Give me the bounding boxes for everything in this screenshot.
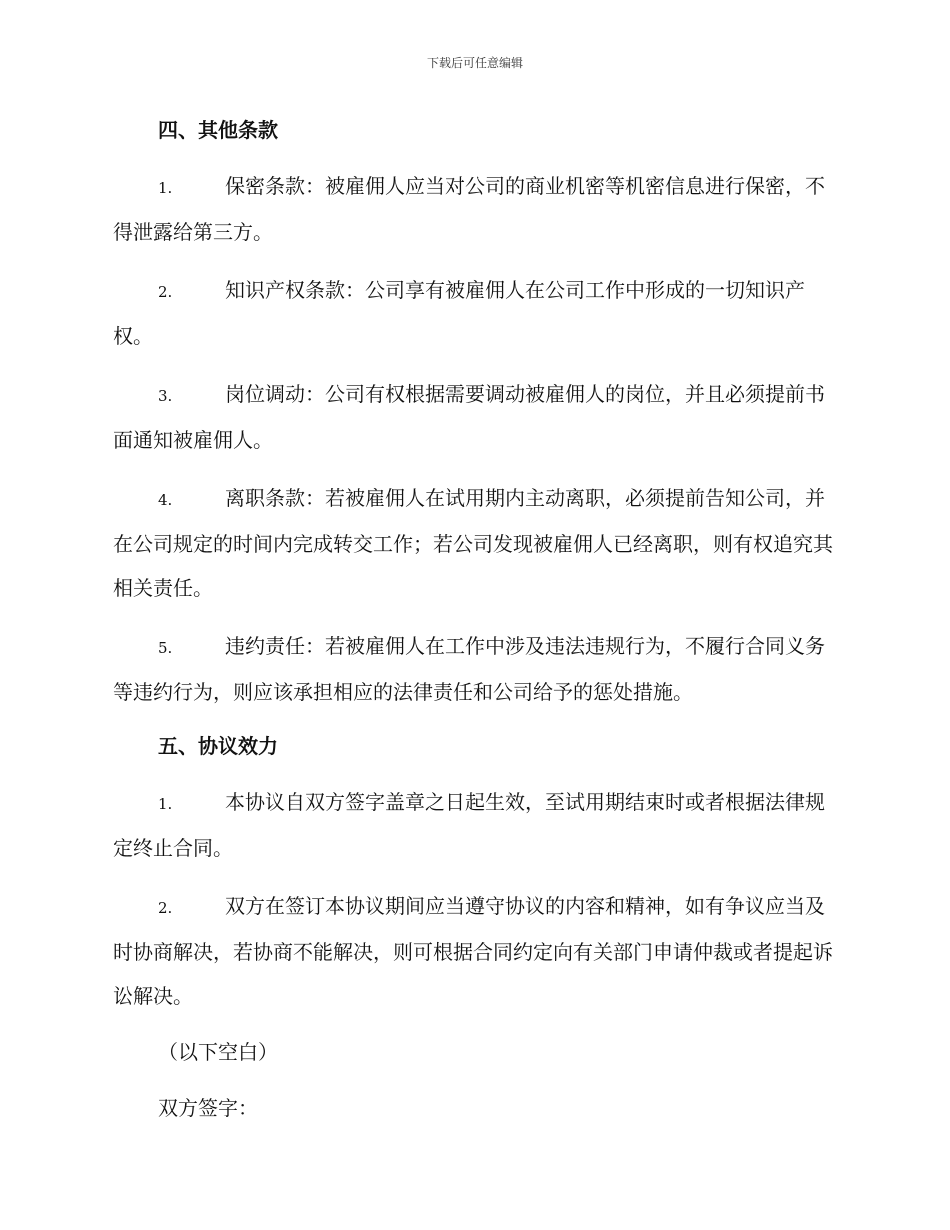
item-number: 4.: [158, 491, 173, 509]
signature-label: 双方签字：: [158, 1096, 258, 1120]
document-body: [113, 110, 835, 1130]
list-item: [113, 164, 835, 254]
list-item: [113, 268, 835, 358]
item-number: 2.: [158, 899, 173, 917]
item-text: 离职条款：若被雇佣人在试用期内主动离职，必须提前告知公司，并在公司规定的时间内完成转交工作；若公司发现被雇佣人已经离职，则有权追究其相关责任。: [113, 486, 833, 600]
list-item: [113, 624, 835, 714]
list-item: [113, 476, 835, 610]
item-number: 3.: [158, 387, 173, 405]
item-number: 2.: [158, 283, 173, 301]
blank-note: （以下空白）: [158, 1040, 278, 1064]
item-text: 本协议自双方签字盖章之日起生效，至试用期结束时或者根据法律规定终止合同。: [113, 790, 825, 860]
list-item: [113, 372, 835, 462]
list-item: [113, 780, 835, 870]
item-text: 违约责任：若被雇佣人在工作中涉及违法违规行为，不履行合同义务等违约行为，则应该承担相应的法律责任和公司给予的惩处措施。: [113, 634, 825, 704]
item-number: 1.: [158, 795, 173, 813]
item-text: 岗位调动：公司有权根据需要调动被雇佣人的岗位，并且必须提前书面通知被雇佣人。: [113, 382, 825, 452]
item-text: 知识产权条款：公司享有被雇佣人在公司工作中形成的一切知识产权。: [113, 278, 805, 348]
item-number: 5.: [158, 639, 173, 657]
item-number: 1.: [158, 179, 173, 197]
list-item: [113, 884, 835, 1018]
section-heading-agreement-validity: 五、协议效力: [158, 734, 278, 758]
page-header: 下载后可任意编辑: [426, 56, 523, 70]
item-text: 保密条款：被雇佣人应当对公司的商业机密等机密信息进行保密，不得泄露给第三方。: [113, 174, 825, 244]
item-text: 双方在签订本协议期间应当遵守协议的内容和精神，如有争议应当及时协商解决，若协商不能解决，则可根据合同约定向有关部门申请仲裁或者提起诉讼解决。: [113, 894, 833, 1008]
section-heading-other-terms: 四、其他条款: [158, 118, 278, 142]
